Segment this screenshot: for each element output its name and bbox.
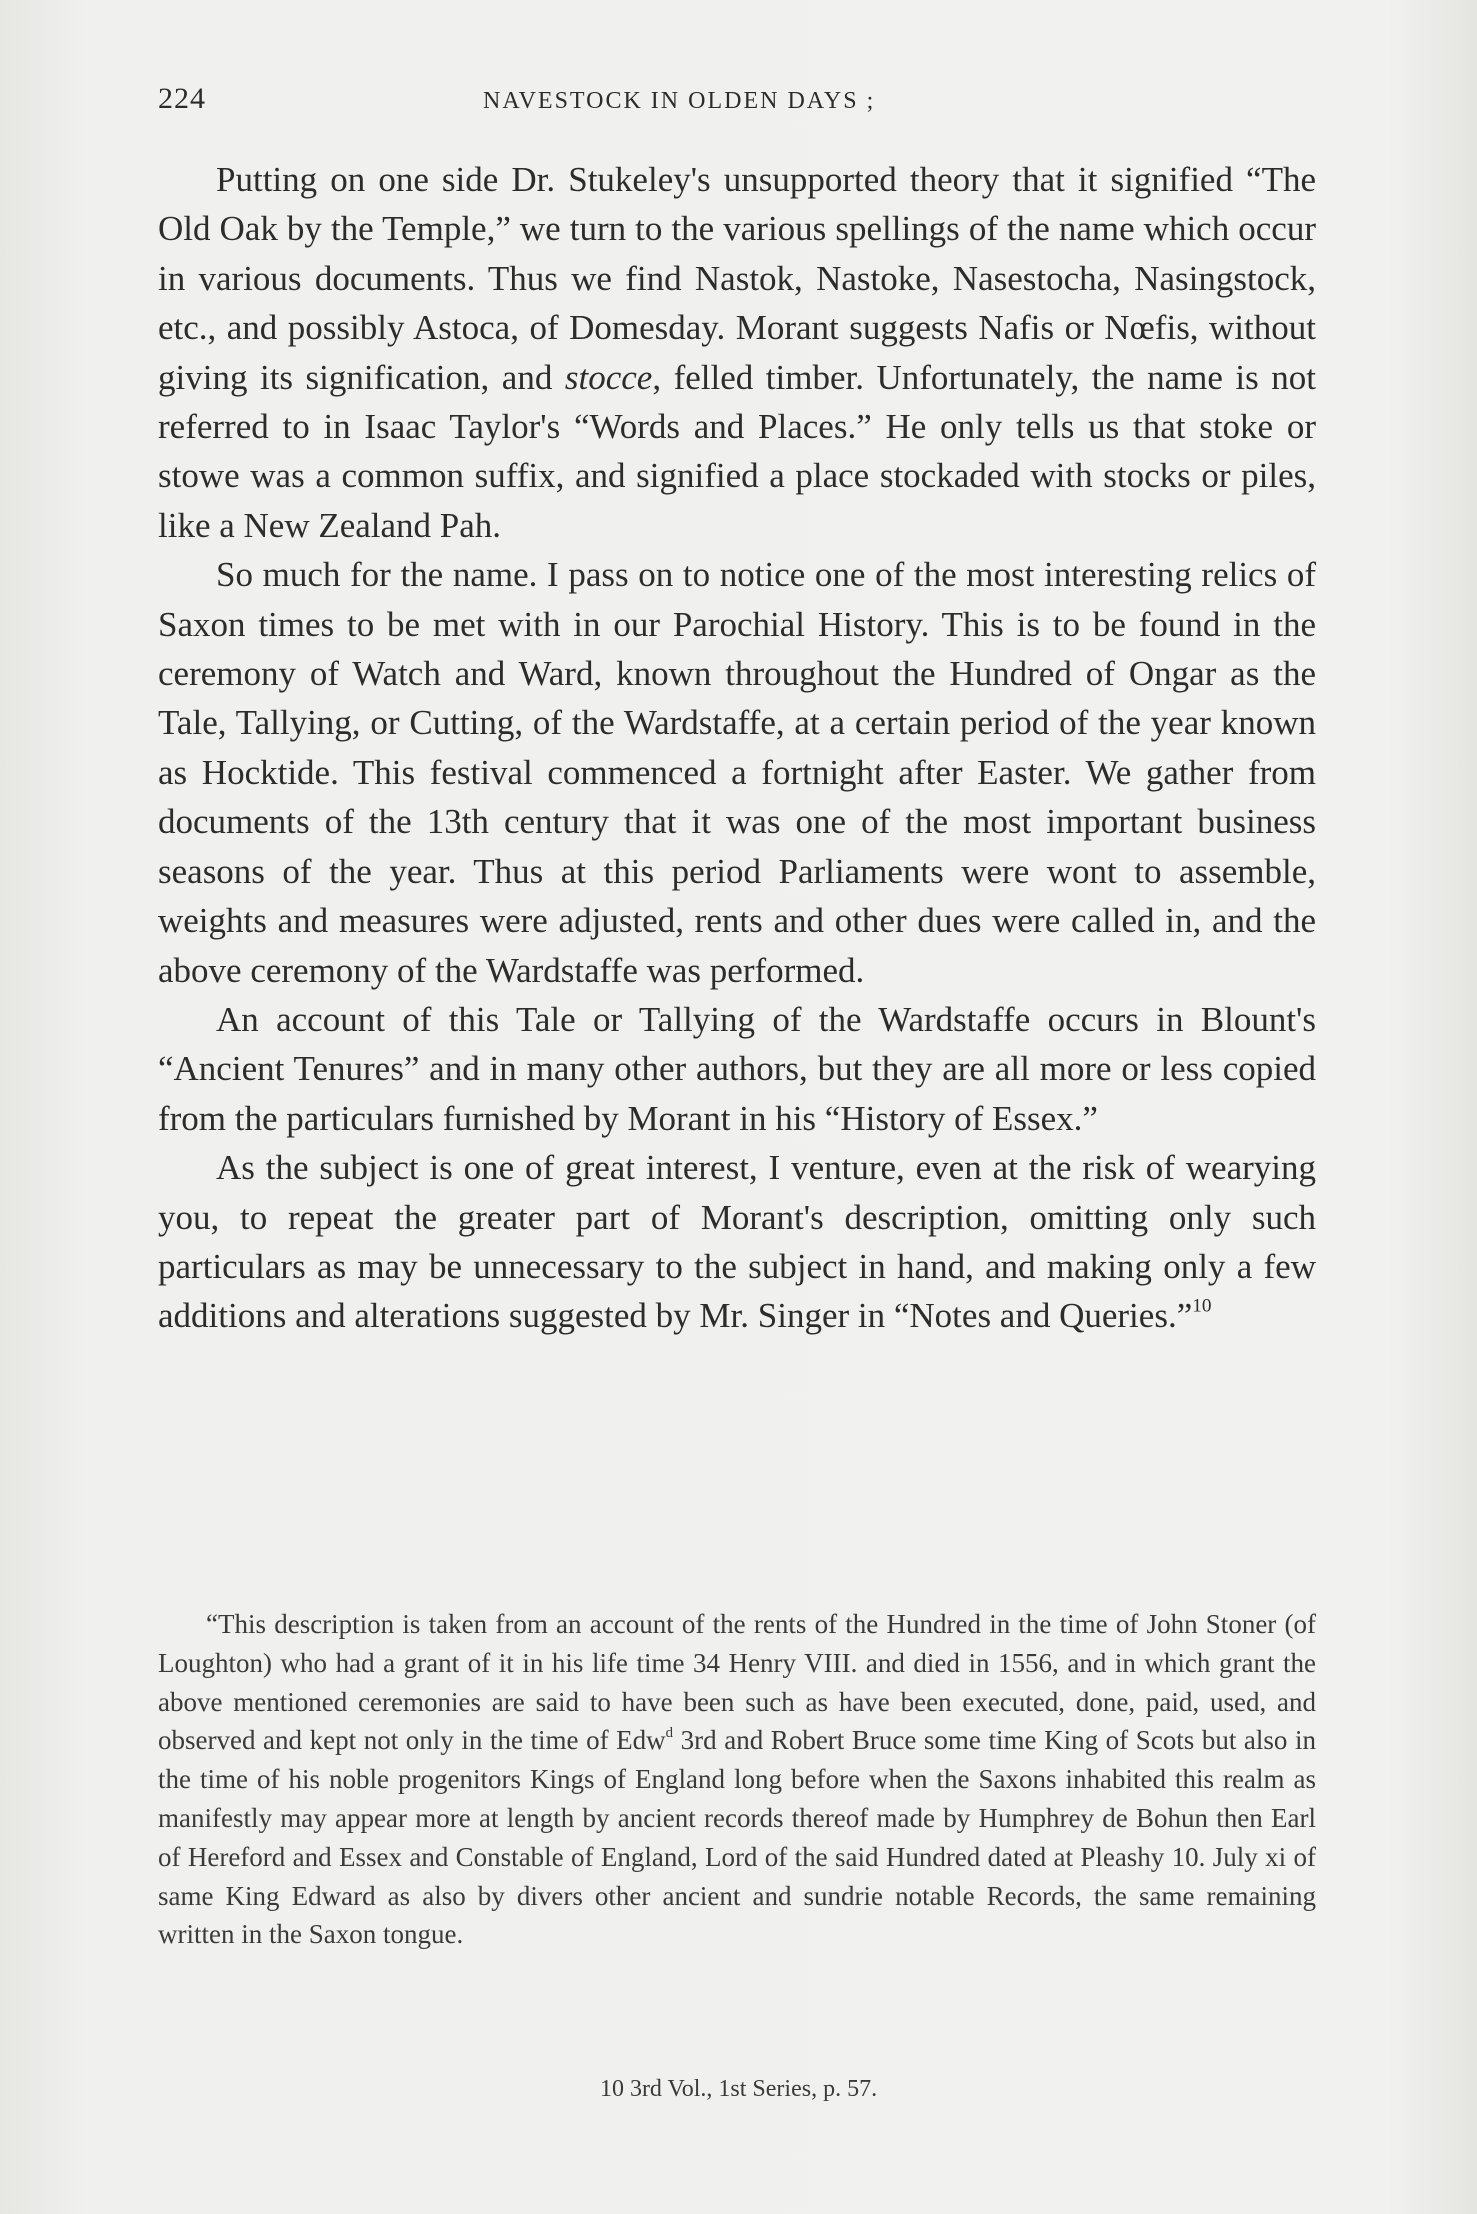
page-header xyxy=(158,82,1318,122)
quote-text: 3rd and Robert Bruce some time King of Scots but also in the time of his noble progenitors Kings of England long before when the Saxons inhabited this realm as manifestly may appear more at length by ancient records thereof made by Humphrey de Bohun then Earl of Hereford and Essex and Constable of England, Lord of the said Hundred dated at Pleashy 10. July xi of same King Edward as also by divers other ancient and sundrie notable Records, the same remaining written in the Saxon tongue. xyxy=(158,1725,1316,1950)
main-text xyxy=(158,155,1316,1341)
paragraph-hocktide: So much for the name. I pass on to notice one of the most interesting relics of Saxon times to be met with in our Parochial History. This is to be found in the ceremony of Watch and Ward, known throughout the Hundred of Ongar as the Tale, Tallying, or Cutting, of the Wardstaffe, at a certain period of the year known as Hocktide. This festival commenced a fortnight after Easter. We gather from documents of the 13th century that it was one of the most important business seasons of the year. Thus at this period Parliaments were wont to assemble, weights and measures were adjusted, rents and other dues were called in, and the above ceremony of the Wardstaffe was performed. xyxy=(158,555,1316,990)
paragraph-text: , felled timber. Unfortunately, the name is not referred to in Isaac Taylor's “Words and Places.” He only tells us that stoke or stowe was a common suffix, and signified a place stockaded with stocks or piles, like a New Zealand Pah. xyxy=(158,357,1316,545)
running-title: NAVESTOCK IN OLDEN DAYS ; xyxy=(483,88,876,114)
paragraph-morant xyxy=(158,1143,1316,1341)
quote-text: “This description is taken from an account of the rents of the Hundred in the time of John Stoner (of Loughton) who had a grant of it in his life time 34 Henry VIII. and died in 1556, and in which grant the above mentioned ceremonies are said to have been such as have been executed, done, paid, used, and observed and kept not only in the time of Edw xyxy=(158,1609,1316,1756)
footnote-marker: 10 xyxy=(1192,1295,1212,1317)
paragraph-blount: An account of this Tale or Tallying of the Wardstaffe occurs in Blount's “Ancient Tenures” and in many other authors, but they are all more or less copied from the particulars furnished by Morant in his “History of Essex.” xyxy=(158,999,1316,1138)
italic-term: stocce xyxy=(564,357,653,397)
quoted-description xyxy=(158,1605,1316,1954)
superscript-d: d xyxy=(665,1725,674,1742)
quote-paragraph xyxy=(158,1605,1316,1954)
paragraph-name-origins xyxy=(158,155,1316,550)
footnote: 10 3rd Vol., 1st Series, p. 57. xyxy=(599,2076,878,2102)
page-number: 224 xyxy=(158,82,206,115)
paragraph-text: Putting on one side Dr. Stukeley's unsupported theory that it signified “The Old Oak by the Temple,” we turn to the various spellings of the name which occur in various documents. Thus we find Nastok, Nastoke, Nasestocha, Nasingstock, etc., and possibly Astoca, of Domesday. Morant suggests Nafis or Nœfis, without giving its signification, and xyxy=(158,160,1316,397)
paragraph-text: As the subject is one of great interest, I venture, even at the risk of wearying you, to repeat the greater part of Morant's description, omitting only such particulars as may be unnecessary to the subject in hand, and making only a few additions and alterations suggested by Mr. Singer in “Notes and Queries.” xyxy=(158,1148,1316,1336)
